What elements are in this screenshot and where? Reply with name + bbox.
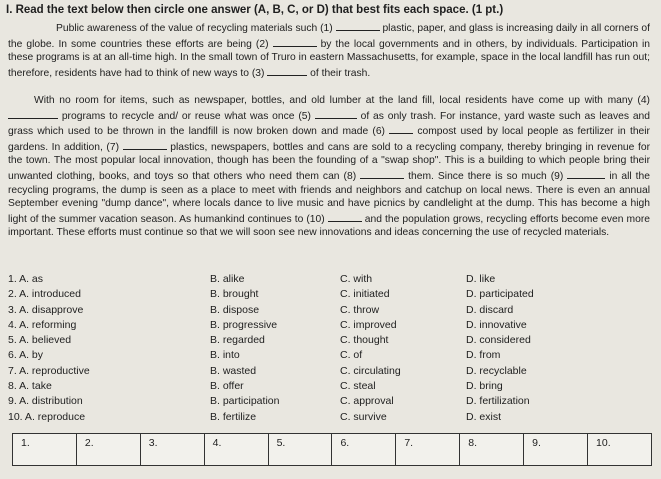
answer-choices	[8, 272, 648, 425]
option-a[interactable]: 10. A. reproduce	[8, 410, 86, 423]
blank-6[interactable]	[389, 123, 413, 134]
paragraph-text: With no room for items, such as newspaper, bottles, and old lumber at the land fill, local residents have come up with many (4)	[34, 95, 650, 106]
option-d[interactable]: D. recyclable	[466, 364, 527, 377]
paragraph-text: plastic, paper, and glass is increasing daily in all corners of the globe. In some countries these efforts are being (2)	[8, 23, 650, 50]
blank-10[interactable]	[328, 211, 362, 222]
paragraph-text: of as only trash. For instance, yard waste such as leaves and grass which used to be thrown in the landfill is now broken down and made (6)	[8, 110, 650, 138]
option-c[interactable]: C. improved	[340, 318, 397, 331]
paragraph-text: in all the recycling programs, the dump is seen as a place to meet with friends and neighbors and catchup on local news. There is even an annual September evening "dump dance", where locals dance to live music and have picnics by candlelight at the dump. This has become a high light of the summer vacation season. As humankind continues to (10)	[8, 170, 650, 225]
answer-cell-3[interactable]: 3.	[140, 434, 204, 466]
option-d[interactable]: D. exist	[466, 410, 502, 423]
option-d[interactable]: D. considered	[466, 334, 531, 347]
option-d[interactable]: D. participated	[466, 288, 534, 301]
instructions-heading: I. Read the text below then circle one answer (A, B, C, or D) that best fits each space. (1 pt.)	[6, 4, 504, 16]
option-c[interactable]: C. throw	[340, 303, 380, 316]
blank-8[interactable]	[360, 168, 404, 179]
option-c[interactable]: C. approval	[340, 395, 394, 408]
choice-row-2	[8, 287, 648, 302]
option-a[interactable]: 1. A. as	[8, 273, 44, 285]
option-a[interactable]: 3. A. disapprove	[8, 303, 84, 316]
option-b[interactable]: B. fertilize	[210, 410, 257, 423]
paragraph-2	[8, 94, 650, 240]
option-d[interactable]: D. from	[466, 349, 501, 362]
option-a[interactable]: 5. A. believed	[8, 334, 72, 347]
paragraph-text: them. Since there is so much (9)	[404, 170, 568, 182]
option-b[interactable]: B. alike	[210, 273, 245, 285]
paragraph-text: programs to recycle and/ or reuse what was once (5)	[58, 110, 315, 122]
answer-cell-7[interactable]: 7.	[396, 434, 460, 466]
option-c[interactable]: C. steal	[340, 380, 376, 393]
option-b[interactable]: B. into	[210, 349, 240, 362]
answer-cell-4[interactable]: 4.	[204, 434, 268, 466]
option-d[interactable]: D. like	[466, 273, 496, 285]
blank-9[interactable]	[567, 168, 605, 179]
option-a[interactable]: 4. A. reforming	[8, 318, 77, 331]
option-a[interactable]: 2. A. introduced	[8, 288, 81, 301]
blank-3[interactable]	[267, 65, 307, 76]
paragraph-text: and the population grows, recycling efforts become even more important. These efforts must continue so that we will soon see new innovations and ideas concerning the use of recycled materials.	[8, 213, 650, 239]
blank-5[interactable]	[315, 108, 357, 119]
paragraph-text: Public awareness of the value of recycling materials such (1)	[56, 23, 336, 34]
choice-row-10	[8, 410, 648, 425]
option-b[interactable]: B. participation	[210, 395, 280, 408]
option-a[interactable]: 6. A. by	[8, 349, 44, 362]
option-d[interactable]: D. discard	[466, 303, 514, 316]
option-c[interactable]: C. circulating	[340, 364, 401, 377]
blank-4[interactable]	[8, 108, 58, 119]
option-c[interactable]: C. with	[340, 273, 373, 285]
option-b[interactable]: B. regarded	[210, 334, 265, 347]
answer-grid	[12, 433, 652, 466]
blank-2[interactable]	[273, 36, 317, 47]
blank-7[interactable]	[123, 139, 167, 150]
option-c[interactable]: C. of	[340, 349, 363, 362]
option-b[interactable]: B. dispose	[210, 303, 260, 316]
answer-cell-2[interactable]: 2.	[76, 434, 140, 466]
answer-cell-6[interactable]: 6.	[332, 434, 396, 466]
choice-row-1	[8, 272, 648, 287]
option-c[interactable]: C. survive	[340, 410, 387, 423]
paragraph-text: compost used by local people as fertilizer in their gardens. In addition, (7)	[8, 126, 650, 153]
option-b[interactable]: B. offer	[210, 380, 244, 393]
option-d[interactable]: D. fertilization	[466, 395, 530, 408]
choice-row-8	[8, 379, 648, 394]
paragraph-text: plastics, newspapers, bottles and cans are sold to a recycling company, thereby bringing in revenue for the town. The most popular local innovation, though has been the founding of a "swap shop". This is a building to which people bring their unwanted clothing, books, and toys so that others who need them can (8)	[8, 141, 650, 182]
answer-cell-8[interactable]: 8.	[460, 434, 524, 466]
answer-cell-1[interactable]: 1.	[13, 434, 77, 466]
option-d[interactable]: D. innovative	[466, 318, 527, 331]
answer-cell-10[interactable]: 10.	[588, 434, 652, 466]
choice-row-4	[8, 318, 648, 333]
option-b[interactable]: B. progressive	[210, 318, 278, 331]
choice-row-7	[8, 364, 648, 379]
choice-row-6	[8, 348, 648, 363]
paragraph-text: of their trash.	[307, 67, 371, 79]
option-c[interactable]: C. initiated	[340, 288, 390, 301]
paragraph-1	[8, 20, 650, 80]
option-a[interactable]: 9. A. distribution	[8, 395, 83, 408]
paragraph-text: by the local governments and in others, by individuals. Participation in these programs is at an all-time high. In the small town of Truro in eastern Massachusetts, for example, space in the local landfill has run out; therefore, residents have had to think of new ways to (3)	[8, 38, 650, 79]
option-b[interactable]: B. wasted	[210, 364, 257, 377]
option-a[interactable]: 7. A. reproductive	[8, 364, 90, 377]
answer-cell-9[interactable]: 9.	[524, 434, 588, 466]
choice-row-5	[8, 333, 648, 348]
option-b[interactable]: B. brought	[210, 288, 259, 301]
blank-1[interactable]	[336, 20, 380, 31]
option-a[interactable]: 8. A. take	[8, 380, 52, 393]
choice-row-3	[8, 303, 648, 318]
option-d[interactable]: D. bring	[466, 380, 503, 393]
option-c[interactable]: C. thought	[340, 334, 389, 347]
choice-row-9	[8, 394, 648, 409]
answer-cell-5[interactable]: 5.	[268, 434, 332, 466]
